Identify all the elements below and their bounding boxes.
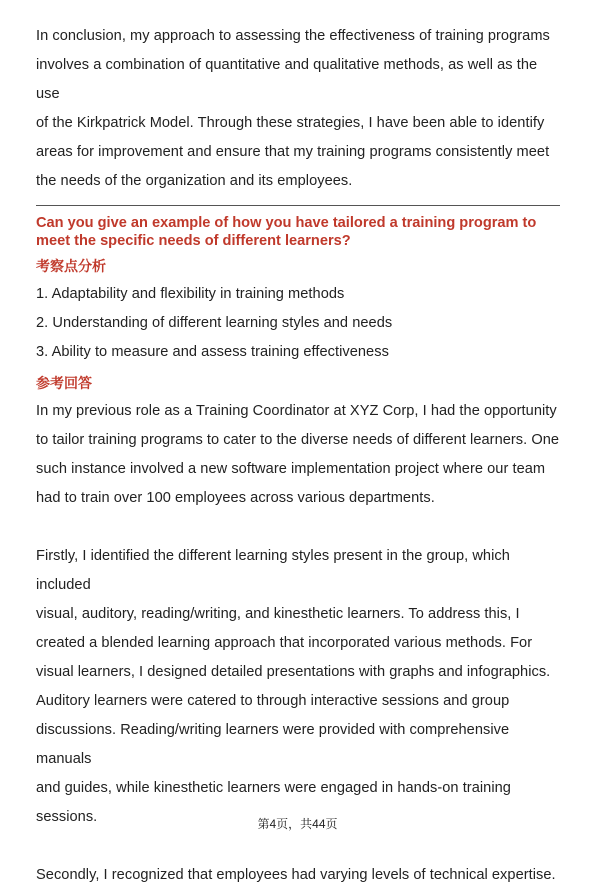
text-line: discussions. Reading/writing learners were provided with comprehensive manuals: [36, 722, 510, 767]
text-line: involves a combination of quantitative and qualitative methods, as well as the use: [36, 57, 538, 102]
question-line: meet the specific needs of different learners?: [36, 233, 351, 249]
paragraph-gap: [36, 513, 560, 542]
answer-heading: 参考回答: [36, 375, 92, 391]
document-page: [36, 22, 560, 890]
section-divider: [36, 205, 560, 206]
text-line: to tailor training programs to cater to the diverse needs of different learners. One: [36, 432, 560, 448]
text-line: Secondly, I recognized that employees had varying levels of technical expertise.: [36, 867, 556, 883]
answer-paragraph-1: [36, 397, 560, 513]
text-line: visual, auditory, reading/writing, and kinesthetic learners. To address this, I: [36, 606, 520, 622]
analysis-point: 3. Ability to measure and assess training effectiveness: [36, 344, 389, 360]
analysis-point: 1. Adaptability and flexibility in training methods: [36, 286, 345, 302]
text-line: Firstly, I identified the different learning styles present in the group, which included: [36, 548, 510, 593]
text-line: In my previous role as a Training Coordinator at XYZ Corp, I had the opportunity: [36, 403, 557, 419]
text-line: had to train over 100 employees across various departments.: [36, 490, 435, 506]
answer-paragraph-2: [36, 542, 560, 832]
text-line: areas for improvement and ensure that my training programs consistently meet: [36, 144, 550, 160]
text-line: In conclusion, my approach to assessing the effectiveness of training programs: [36, 28, 550, 44]
text-line: Auditory learners were catered to through interactive sessions and group: [36, 693, 510, 709]
text-line: and guides, while kinesthetic learners were engaged in hands-on training: [36, 780, 511, 796]
analysis-heading: 考察点分析: [36, 258, 106, 274]
question-line: Can you give an example of how you have tailored a training program to: [36, 215, 537, 231]
intro-paragraph: [36, 22, 560, 196]
page-footer: 第4页，共44页: [257, 817, 338, 831]
text-line: such instance involved a new software implementation project where our team: [36, 461, 546, 477]
analysis-points: [36, 280, 560, 367]
analysis-point: 2. Understanding of different learning styles and needs: [36, 315, 393, 331]
text-line: the needs of the organization and its employees.: [36, 173, 353, 189]
text-line: of the Kirkpatrick Model. Through these strategies, I have been able to identify: [36, 115, 545, 131]
text-line: sessions.: [36, 809, 98, 825]
text-line: visual learners, I designed detailed presentations with graphs and infographics.: [36, 664, 551, 680]
answer-paragraph-3: [36, 861, 560, 890]
paragraph-gap: [36, 832, 560, 861]
question-heading: [36, 214, 560, 250]
text-line: created a blended learning approach that incorporated various methods. For: [36, 635, 533, 651]
